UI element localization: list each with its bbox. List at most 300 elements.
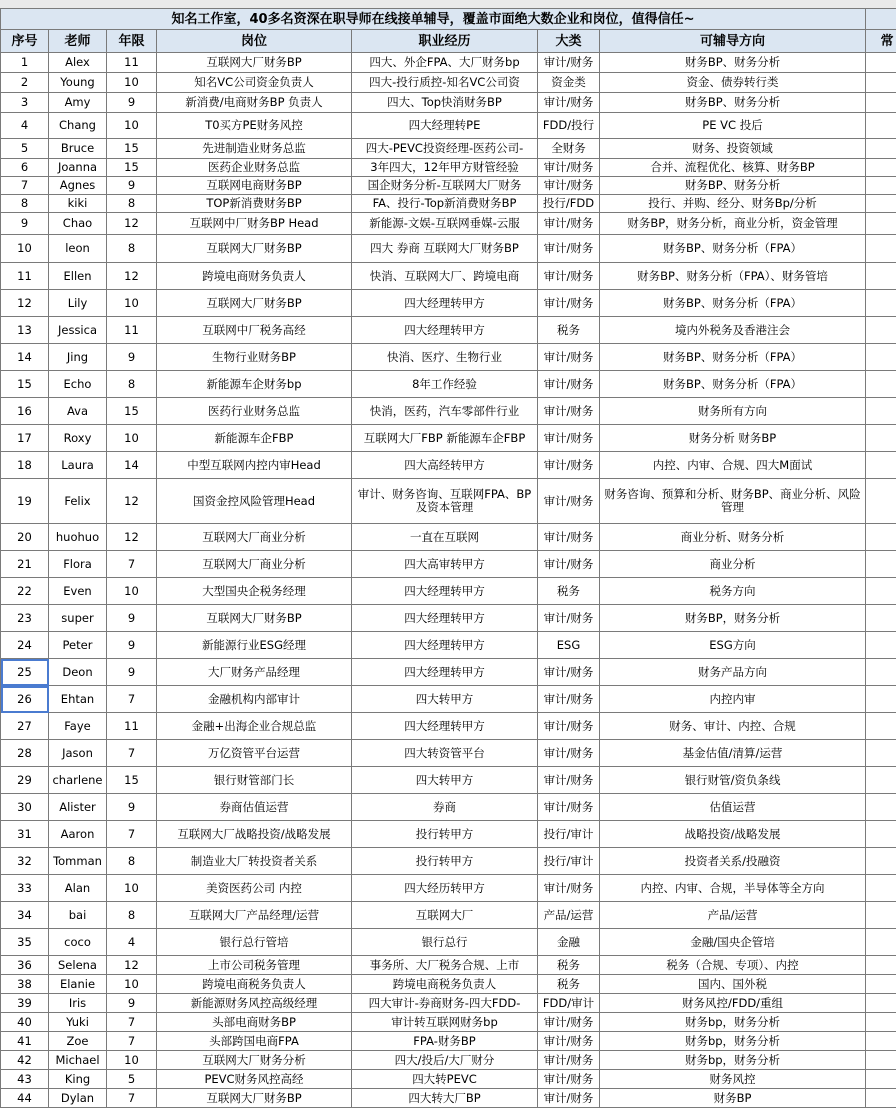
cell-experience[interactable]: 快消、医疗、生物行业 bbox=[352, 344, 538, 371]
cell-role[interactable]: 互联网大厂产品经理/运营 bbox=[157, 902, 352, 929]
cell-category[interactable]: 审计/财务 bbox=[538, 344, 600, 371]
cell-role[interactable]: 美资医药公司 内控 bbox=[157, 875, 352, 902]
cell-experience[interactable]: 快消、互联网大厂、跨境电商 bbox=[352, 263, 538, 290]
cell-no[interactable]: 7 bbox=[1, 177, 49, 195]
cell-role[interactable]: 头部跨国电商FPA bbox=[157, 1032, 352, 1051]
cell-category[interactable]: 产品/运营 bbox=[538, 902, 600, 929]
cell-years[interactable]: 14 bbox=[107, 452, 157, 479]
cell-role[interactable]: PEVC财务风控高经 bbox=[157, 1070, 352, 1089]
cell-direction[interactable]: 战略投资/战略发展 bbox=[600, 821, 866, 848]
cell-role[interactable]: 万亿资管平台运营 bbox=[157, 740, 352, 767]
cell-no[interactable]: 10 bbox=[1, 235, 49, 263]
cell-years[interactable]: 7 bbox=[107, 740, 157, 767]
header-role[interactable]: 岗位 bbox=[157, 30, 352, 53]
cell-direction[interactable]: 税务（合规、专项）、内控 bbox=[600, 956, 866, 975]
cell-teacher[interactable]: Ellen bbox=[49, 263, 107, 290]
cell-role[interactable]: 银行财管部门长 bbox=[157, 767, 352, 794]
cell-experience[interactable]: 事务所、大厂税务合规、上市 bbox=[352, 956, 538, 975]
cell-direction[interactable]: 财务BP bbox=[600, 1089, 866, 1108]
cell-extra[interactable] bbox=[866, 93, 896, 113]
cell-teacher[interactable]: Ehtan bbox=[49, 686, 107, 713]
cell-category[interactable]: 审计/财务 bbox=[538, 1032, 600, 1051]
cell-direction[interactable]: 内控、内审、合规、四大M面试 bbox=[600, 452, 866, 479]
cell-direction[interactable]: 财务、投资领域 bbox=[600, 139, 866, 159]
cell-category[interactable]: 审计/财务 bbox=[538, 1089, 600, 1108]
banner-title[interactable]: 知名工作室，40多名资深在职导师在线接单辅导，覆盖市面绝大数企业和岗位，值得信任~ bbox=[1, 9, 866, 30]
cell-teacher[interactable]: super bbox=[49, 605, 107, 632]
cell-direction[interactable]: 财务BP、财务分析（FPA） bbox=[600, 290, 866, 317]
cell-years[interactable]: 10 bbox=[107, 425, 157, 452]
cell-direction[interactable]: 财务风控/FDD/重组 bbox=[600, 994, 866, 1013]
cell-role[interactable]: 大厂财务产品经理 bbox=[157, 659, 352, 686]
cell-direction[interactable]: 资金、债券转行类 bbox=[600, 73, 866, 93]
cell-category[interactable]: 审计/财务 bbox=[538, 452, 600, 479]
cell-teacher[interactable]: Tomman bbox=[49, 848, 107, 875]
cell-direction[interactable]: 商业分析、财务分析 bbox=[600, 524, 866, 551]
cell-no[interactable]: 1 bbox=[1, 53, 49, 73]
cell-teacher[interactable]: Agnes bbox=[49, 177, 107, 195]
cell-category[interactable]: 审计/财务 bbox=[538, 659, 600, 686]
cell-teacher[interactable]: huohuo bbox=[49, 524, 107, 551]
cell-extra[interactable] bbox=[866, 159, 896, 177]
cell-category[interactable]: 审计/财务 bbox=[538, 1051, 600, 1070]
cell-direction[interactable]: 投资者关系/投融资 bbox=[600, 848, 866, 875]
cell-no[interactable]: 2 bbox=[1, 73, 49, 93]
cell-teacher[interactable]: Chao bbox=[49, 213, 107, 235]
cell-years[interactable]: 7 bbox=[107, 1013, 157, 1032]
cell-direction[interactable]: 金融/国央企管培 bbox=[600, 929, 866, 956]
cell-role[interactable]: 互联网大厂商业分析 bbox=[157, 524, 352, 551]
cell-no[interactable]: 23 bbox=[1, 605, 49, 632]
cell-role[interactable]: 互联网大厂财务BP bbox=[157, 605, 352, 632]
cell-category[interactable]: 审计/财务 bbox=[538, 713, 600, 740]
cell-experience[interactable]: FA、投行-Top新消费财务BP bbox=[352, 195, 538, 213]
cell-years[interactable]: 7 bbox=[107, 1032, 157, 1051]
cell-teacher[interactable]: Jessica bbox=[49, 317, 107, 344]
cell-experience[interactable]: 四大经理转甲方 bbox=[352, 290, 538, 317]
cell-extra[interactable] bbox=[866, 524, 896, 551]
cell-category[interactable]: 审计/财务 bbox=[538, 686, 600, 713]
cell-category[interactable]: 审计/财务 bbox=[538, 235, 600, 263]
cell-direction[interactable]: 内控、内审、合规，半导体等全方向 bbox=[600, 875, 866, 902]
cell-teacher[interactable]: Michael bbox=[49, 1051, 107, 1070]
cell-no[interactable]: 17 bbox=[1, 425, 49, 452]
cell-no[interactable]: 12 bbox=[1, 290, 49, 317]
cell-role[interactable]: 跨境电商税务负责人 bbox=[157, 975, 352, 994]
cell-extra[interactable] bbox=[866, 479, 896, 524]
cell-no[interactable]: 14 bbox=[1, 344, 49, 371]
cell-extra[interactable] bbox=[866, 578, 896, 605]
cell-extra[interactable] bbox=[866, 1070, 896, 1089]
cell-no[interactable]: 43 bbox=[1, 1070, 49, 1089]
cell-direction[interactable]: 税务方向 bbox=[600, 578, 866, 605]
cell-years[interactable]: 12 bbox=[107, 213, 157, 235]
cell-experience[interactable]: 四大经理转甲方 bbox=[352, 713, 538, 740]
cell-role[interactable]: 新能源财务风控高级经理 bbox=[157, 994, 352, 1013]
cell-years[interactable]: 9 bbox=[107, 93, 157, 113]
cell-teacher[interactable]: Faye bbox=[49, 713, 107, 740]
cell-experience[interactable]: 互联网大厂FBP 新能源车企FBP bbox=[352, 425, 538, 452]
cell-category[interactable]: 审计/财务 bbox=[538, 794, 600, 821]
cell-experience[interactable]: 四大高审转甲方 bbox=[352, 551, 538, 578]
cell-experience[interactable]: 四大-PEVC投资经理-医药公司- bbox=[352, 139, 538, 159]
cell-years[interactable]: 11 bbox=[107, 317, 157, 344]
cell-extra[interactable] bbox=[866, 659, 896, 686]
cell-role[interactable]: 新消费/电商财务BP 负责人 bbox=[157, 93, 352, 113]
cell-experience[interactable]: 四大/投后/大厂财分 bbox=[352, 1051, 538, 1070]
cell-category[interactable]: 全财务 bbox=[538, 139, 600, 159]
cell-teacher[interactable]: Bruce bbox=[49, 139, 107, 159]
cell-category[interactable]: 资金类 bbox=[538, 73, 600, 93]
cell-no[interactable]: 9 bbox=[1, 213, 49, 235]
cell-no[interactable]: 41 bbox=[1, 1032, 49, 1051]
cell-years[interactable]: 5 bbox=[107, 1070, 157, 1089]
cell-experience[interactable]: 四大-投行质控-知名VC公司资 bbox=[352, 73, 538, 93]
cell-direction[interactable]: 产品/运营 bbox=[600, 902, 866, 929]
cell-years[interactable]: 9 bbox=[107, 632, 157, 659]
cell-extra[interactable] bbox=[866, 371, 896, 398]
cell-years[interactable]: 7 bbox=[107, 551, 157, 578]
cell-direction[interactable]: 财务风控 bbox=[600, 1070, 866, 1089]
cell-experience[interactable]: 一直在互联网 bbox=[352, 524, 538, 551]
cell-extra[interactable] bbox=[866, 195, 896, 213]
cell-category[interactable]: 投行/审计 bbox=[538, 848, 600, 875]
cell-no[interactable]: 13 bbox=[1, 317, 49, 344]
cell-role[interactable]: 互联网大厂战略投资/战略发展 bbox=[157, 821, 352, 848]
cell-role[interactable]: 大型国央企税务经理 bbox=[157, 578, 352, 605]
cell-category[interactable]: 投行/FDD bbox=[538, 195, 600, 213]
cell-no[interactable]: 34 bbox=[1, 902, 49, 929]
cell-years[interactable]: 9 bbox=[107, 177, 157, 195]
cell-direction[interactable]: 财务BP，财务分析，商业分析，资金管理 bbox=[600, 213, 866, 235]
cell-direction[interactable]: 财务BP、财务分析（FPA） bbox=[600, 235, 866, 263]
cell-experience[interactable]: 3年四大，12年甲方财管经验 bbox=[352, 159, 538, 177]
cell-years[interactable]: 12 bbox=[107, 263, 157, 290]
cell-extra[interactable] bbox=[866, 848, 896, 875]
cell-role[interactable]: 互联网电商财务BP bbox=[157, 177, 352, 195]
cell-years[interactable]: 11 bbox=[107, 713, 157, 740]
banner-extra-cell[interactable] bbox=[866, 9, 896, 30]
header-no[interactable]: 序号 bbox=[1, 30, 49, 53]
cell-extra[interactable] bbox=[866, 605, 896, 632]
cell-category[interactable]: 税务 bbox=[538, 578, 600, 605]
cell-extra[interactable] bbox=[866, 956, 896, 975]
cell-role[interactable]: 医药企业财务总监 bbox=[157, 159, 352, 177]
cell-role[interactable]: 跨境电商财务负责人 bbox=[157, 263, 352, 290]
cell-extra[interactable] bbox=[866, 740, 896, 767]
cell-extra[interactable] bbox=[866, 767, 896, 794]
cell-role[interactable]: 中型互联网内控内审Head bbox=[157, 452, 352, 479]
cell-no[interactable]: 42 bbox=[1, 1051, 49, 1070]
header-extra[interactable]: 常 bbox=[866, 30, 896, 53]
cell-teacher[interactable]: Jing bbox=[49, 344, 107, 371]
cell-direction[interactable]: 财务分析 财务BP bbox=[600, 425, 866, 452]
cell-no[interactable]: 5 bbox=[1, 139, 49, 159]
cell-teacher[interactable]: Roxy bbox=[49, 425, 107, 452]
cell-role[interactable]: 互联网大厂财务BP bbox=[157, 290, 352, 317]
cell-experience[interactable]: 四大经理转甲方 bbox=[352, 317, 538, 344]
cell-no[interactable]: 32 bbox=[1, 848, 49, 875]
cell-role[interactable]: T0买方PE财务风控 bbox=[157, 113, 352, 139]
cell-years[interactable]: 12 bbox=[107, 956, 157, 975]
cell-years[interactable]: 10 bbox=[107, 113, 157, 139]
cell-category[interactable]: 税务 bbox=[538, 317, 600, 344]
cell-category[interactable]: 审计/财务 bbox=[538, 425, 600, 452]
cell-teacher[interactable]: King bbox=[49, 1070, 107, 1089]
cell-experience[interactable]: 四大经理转甲方 bbox=[352, 578, 538, 605]
cell-direction[interactable]: ESG方向 bbox=[600, 632, 866, 659]
cell-category[interactable]: 审计/财务 bbox=[538, 53, 600, 73]
cell-role[interactable]: 金融+出海企业合规总监 bbox=[157, 713, 352, 740]
cell-no[interactable]: 39 bbox=[1, 994, 49, 1013]
cell-teacher[interactable]: Yuki bbox=[49, 1013, 107, 1032]
cell-direction[interactable]: 财务bp，财务分析 bbox=[600, 1032, 866, 1051]
cell-years[interactable]: 10 bbox=[107, 875, 157, 902]
cell-years[interactable]: 7 bbox=[107, 821, 157, 848]
cell-years[interactable]: 10 bbox=[107, 290, 157, 317]
cell-direction[interactable]: 财务BP、财务分析 bbox=[600, 53, 866, 73]
cell-experience[interactable]: 审计、财务咨询、互联网FPA、BP及资本管理 bbox=[352, 479, 538, 524]
cell-category[interactable]: 税务 bbox=[538, 975, 600, 994]
cell-extra[interactable] bbox=[866, 73, 896, 93]
cell-years[interactable]: 10 bbox=[107, 73, 157, 93]
cell-direction[interactable]: 境内外税务及香港注会 bbox=[600, 317, 866, 344]
cell-years[interactable]: 12 bbox=[107, 524, 157, 551]
cell-extra[interactable] bbox=[866, 1013, 896, 1032]
cell-experience[interactable]: 快消，医药，汽车零部件行业 bbox=[352, 398, 538, 425]
cell-category[interactable]: 审计/财务 bbox=[538, 213, 600, 235]
cell-no[interactable]: 38 bbox=[1, 975, 49, 994]
cell-direction[interactable]: 财务、审计、内控、合规 bbox=[600, 713, 866, 740]
cell-category[interactable]: 审计/财务 bbox=[538, 551, 600, 578]
cell-experience[interactable]: 四大经理转甲方 bbox=[352, 632, 538, 659]
cell-years[interactable]: 9 bbox=[107, 994, 157, 1013]
cell-category[interactable]: 审计/财务 bbox=[538, 767, 600, 794]
cell-teacher[interactable]: Iris bbox=[49, 994, 107, 1013]
cell-no[interactable]: 33 bbox=[1, 875, 49, 902]
cell-direction[interactable]: PE VC 投后 bbox=[600, 113, 866, 139]
cell-role[interactable]: 新能源行业ESG经理 bbox=[157, 632, 352, 659]
cell-no[interactable]: 30 bbox=[1, 794, 49, 821]
cell-extra[interactable] bbox=[866, 929, 896, 956]
cell-direction[interactable]: 财务bp，财务分析 bbox=[600, 1051, 866, 1070]
cell-years[interactable]: 15 bbox=[107, 398, 157, 425]
cell-teacher[interactable]: Joanna bbox=[49, 159, 107, 177]
cell-no[interactable]: 3 bbox=[1, 93, 49, 113]
cell-no[interactable]: 28 bbox=[1, 740, 49, 767]
cell-category[interactable]: 审计/财务 bbox=[538, 1013, 600, 1032]
cell-role[interactable]: 互联网大厂财务分析 bbox=[157, 1051, 352, 1070]
cell-role[interactable]: 医药行业财务总监 bbox=[157, 398, 352, 425]
cell-years[interactable]: 4 bbox=[107, 929, 157, 956]
cell-extra[interactable] bbox=[866, 686, 896, 713]
cell-extra[interactable] bbox=[866, 632, 896, 659]
cell-no[interactable]: 4 bbox=[1, 113, 49, 139]
cell-extra[interactable] bbox=[866, 975, 896, 994]
cell-category[interactable]: 审计/财务 bbox=[538, 1070, 600, 1089]
cell-category[interactable]: 审计/财务 bbox=[538, 93, 600, 113]
cell-no[interactable]: 8 bbox=[1, 195, 49, 213]
cell-experience[interactable]: 四大、外企FPA、大厂财务bp bbox=[352, 53, 538, 73]
cell-category[interactable]: 投行/审计 bbox=[538, 821, 600, 848]
cell-no[interactable]: 15 bbox=[1, 371, 49, 398]
cell-experience[interactable]: 四大经理转甲方 bbox=[352, 659, 538, 686]
cell-role[interactable]: 银行总行管培 bbox=[157, 929, 352, 956]
cell-teacher[interactable]: Peter bbox=[49, 632, 107, 659]
cell-no[interactable]: 11 bbox=[1, 263, 49, 290]
cell-extra[interactable] bbox=[866, 235, 896, 263]
cell-role[interactable]: 国资金控风险管理Head bbox=[157, 479, 352, 524]
cell-category[interactable]: 审计/财务 bbox=[538, 290, 600, 317]
cell-teacher[interactable]: Amy bbox=[49, 93, 107, 113]
cell-direction[interactable]: 财务BP、财务分析（FPA） bbox=[600, 344, 866, 371]
cell-category[interactable]: 税务 bbox=[538, 956, 600, 975]
cell-no[interactable]: 16 bbox=[1, 398, 49, 425]
cell-extra[interactable] bbox=[866, 53, 896, 73]
cell-no[interactable]: 36 bbox=[1, 956, 49, 975]
cell-role[interactable]: 制造业大厂转投资者关系 bbox=[157, 848, 352, 875]
cell-experience[interactable]: 跨境电商税务负责人 bbox=[352, 975, 538, 994]
cell-teacher[interactable]: Selena bbox=[49, 956, 107, 975]
cell-experience[interactable]: 四大 券商 互联网大厂财务BP bbox=[352, 235, 538, 263]
cell-experience[interactable]: 四大审计-券商财务-四大FDD- bbox=[352, 994, 538, 1013]
cell-role[interactable]: 头部电商财务BP bbox=[157, 1013, 352, 1032]
cell-years[interactable]: 9 bbox=[107, 605, 157, 632]
header-experience[interactable]: 职业经历 bbox=[352, 30, 538, 53]
cell-teacher[interactable]: leon bbox=[49, 235, 107, 263]
cell-experience[interactable]: 四大转资管平台 bbox=[352, 740, 538, 767]
cell-extra[interactable] bbox=[866, 1089, 896, 1108]
cell-role[interactable]: 互联网中厂财务BP Head bbox=[157, 213, 352, 235]
cell-teacher[interactable]: Chang bbox=[49, 113, 107, 139]
cell-experience[interactable]: 四大转甲方 bbox=[352, 767, 538, 794]
cell-extra[interactable] bbox=[866, 177, 896, 195]
cell-direction[interactable]: 财务BP、财务分析（FPA）、财务管培 bbox=[600, 263, 866, 290]
cell-years[interactable]: 8 bbox=[107, 195, 157, 213]
cell-teacher[interactable]: bai bbox=[49, 902, 107, 929]
cell-years[interactable]: 8 bbox=[107, 371, 157, 398]
cell-teacher[interactable]: Flora bbox=[49, 551, 107, 578]
cell-teacher[interactable]: Alex bbox=[49, 53, 107, 73]
cell-role[interactable]: TOP新消费财务BP bbox=[157, 195, 352, 213]
cell-direction[interactable]: 财务BP、财务分析 bbox=[600, 177, 866, 195]
cell-experience[interactable]: 四大转PEVC bbox=[352, 1070, 538, 1089]
cell-teacher[interactable]: Laura bbox=[49, 452, 107, 479]
cell-no[interactable]: 22 bbox=[1, 578, 49, 605]
cell-years[interactable]: 10 bbox=[107, 578, 157, 605]
cell-no[interactable]: 21 bbox=[1, 551, 49, 578]
cell-experience[interactable]: 四大经理转甲方 bbox=[352, 605, 538, 632]
cell-no[interactable]: 6 bbox=[1, 159, 49, 177]
cell-no[interactable]: 44 bbox=[1, 1089, 49, 1108]
cell-direction[interactable]: 财务BP、财务分析（FPA） bbox=[600, 371, 866, 398]
cell-no[interactable]: 29 bbox=[1, 767, 49, 794]
cell-no[interactable]: 25 bbox=[1, 659, 49, 686]
cell-years[interactable]: 15 bbox=[107, 159, 157, 177]
cell-extra[interactable] bbox=[866, 139, 896, 159]
cell-extra[interactable] bbox=[866, 290, 896, 317]
cell-role[interactable]: 先进制造业财务总监 bbox=[157, 139, 352, 159]
cell-category[interactable]: 审计/财务 bbox=[538, 479, 600, 524]
cell-experience[interactable]: 银行总行 bbox=[352, 929, 538, 956]
cell-category[interactable]: 审计/财务 bbox=[538, 524, 600, 551]
cell-no[interactable]: 35 bbox=[1, 929, 49, 956]
cell-teacher[interactable]: Lily bbox=[49, 290, 107, 317]
cell-direction[interactable]: 财务BP、财务分析 bbox=[600, 93, 866, 113]
cell-experience[interactable]: 四大经历转甲方 bbox=[352, 875, 538, 902]
cell-years[interactable]: 12 bbox=[107, 479, 157, 524]
cell-role[interactable]: 上市公司税务管理 bbox=[157, 956, 352, 975]
cell-teacher[interactable]: Young bbox=[49, 73, 107, 93]
cell-years[interactable]: 7 bbox=[107, 1089, 157, 1108]
cell-extra[interactable] bbox=[866, 1051, 896, 1070]
cell-direction[interactable]: 财务产品方向 bbox=[600, 659, 866, 686]
cell-extra[interactable] bbox=[866, 317, 896, 344]
cell-extra[interactable] bbox=[866, 452, 896, 479]
cell-direction[interactable]: 国内、国外税 bbox=[600, 975, 866, 994]
cell-no[interactable]: 26 bbox=[1, 686, 49, 713]
cell-no[interactable]: 19 bbox=[1, 479, 49, 524]
cell-teacher[interactable]: Alister bbox=[49, 794, 107, 821]
cell-role[interactable]: 互联网大厂财务BP bbox=[157, 235, 352, 263]
cell-extra[interactable] bbox=[866, 398, 896, 425]
cell-experience[interactable]: 国企财务分析-互联网大厂财务 bbox=[352, 177, 538, 195]
cell-direction[interactable]: 财务咨询、预算和分析、财务BP、商业分析、风险管理 bbox=[600, 479, 866, 524]
cell-experience[interactable]: 互联网大厂 bbox=[352, 902, 538, 929]
cell-no[interactable]: 24 bbox=[1, 632, 49, 659]
cell-teacher[interactable]: Jason bbox=[49, 740, 107, 767]
cell-years[interactable]: 8 bbox=[107, 902, 157, 929]
cell-direction[interactable]: 投行、并购、经分、财务Bp/分析 bbox=[600, 195, 866, 213]
cell-direction[interactable]: 财务BP，财务分析 bbox=[600, 605, 866, 632]
cell-experience[interactable]: 券商 bbox=[352, 794, 538, 821]
cell-category[interactable]: 审计/财务 bbox=[538, 398, 600, 425]
cell-years[interactable]: 9 bbox=[107, 659, 157, 686]
cell-experience[interactable]: 四大、Top快消财务BP bbox=[352, 93, 538, 113]
cell-teacher[interactable]: Aaron bbox=[49, 821, 107, 848]
cell-extra[interactable] bbox=[866, 113, 896, 139]
cell-teacher[interactable]: Dylan bbox=[49, 1089, 107, 1108]
cell-years[interactable]: 10 bbox=[107, 1051, 157, 1070]
cell-extra[interactable] bbox=[866, 713, 896, 740]
cell-teacher[interactable]: Zoe bbox=[49, 1032, 107, 1051]
cell-role[interactable]: 新能源车企FBP bbox=[157, 425, 352, 452]
cell-extra[interactable] bbox=[866, 213, 896, 235]
cell-experience[interactable]: 四大高经转甲方 bbox=[352, 452, 538, 479]
header-years[interactable]: 年限 bbox=[107, 30, 157, 53]
cell-role[interactable]: 互联网大厂商业分析 bbox=[157, 551, 352, 578]
cell-extra[interactable] bbox=[866, 1032, 896, 1051]
cell-experience[interactable]: FPA-财务BP bbox=[352, 1032, 538, 1051]
cell-no[interactable]: 18 bbox=[1, 452, 49, 479]
cell-experience[interactable]: 投行转甲方 bbox=[352, 848, 538, 875]
cell-experience[interactable]: 审计转互联网财务bp bbox=[352, 1013, 538, 1032]
cell-teacher[interactable]: Even bbox=[49, 578, 107, 605]
cell-extra[interactable] bbox=[866, 902, 896, 929]
cell-experience[interactable]: 新能源-文娱-互联网垂媒-云服 bbox=[352, 213, 538, 235]
cell-direction[interactable]: 基金估值/清算/运营 bbox=[600, 740, 866, 767]
cell-extra[interactable] bbox=[866, 875, 896, 902]
cell-category[interactable]: FDD/投行 bbox=[538, 113, 600, 139]
cell-extra[interactable] bbox=[866, 551, 896, 578]
cell-direction[interactable]: 商业分析 bbox=[600, 551, 866, 578]
cell-role[interactable]: 新能源车企财务bp bbox=[157, 371, 352, 398]
cell-role[interactable]: 互联网大厂财务BP bbox=[157, 53, 352, 73]
cell-years[interactable]: 11 bbox=[107, 53, 157, 73]
cell-direction[interactable]: 估值运营 bbox=[600, 794, 866, 821]
cell-teacher[interactable]: Deon bbox=[49, 659, 107, 686]
cell-experience[interactable]: 投行转甲方 bbox=[352, 821, 538, 848]
